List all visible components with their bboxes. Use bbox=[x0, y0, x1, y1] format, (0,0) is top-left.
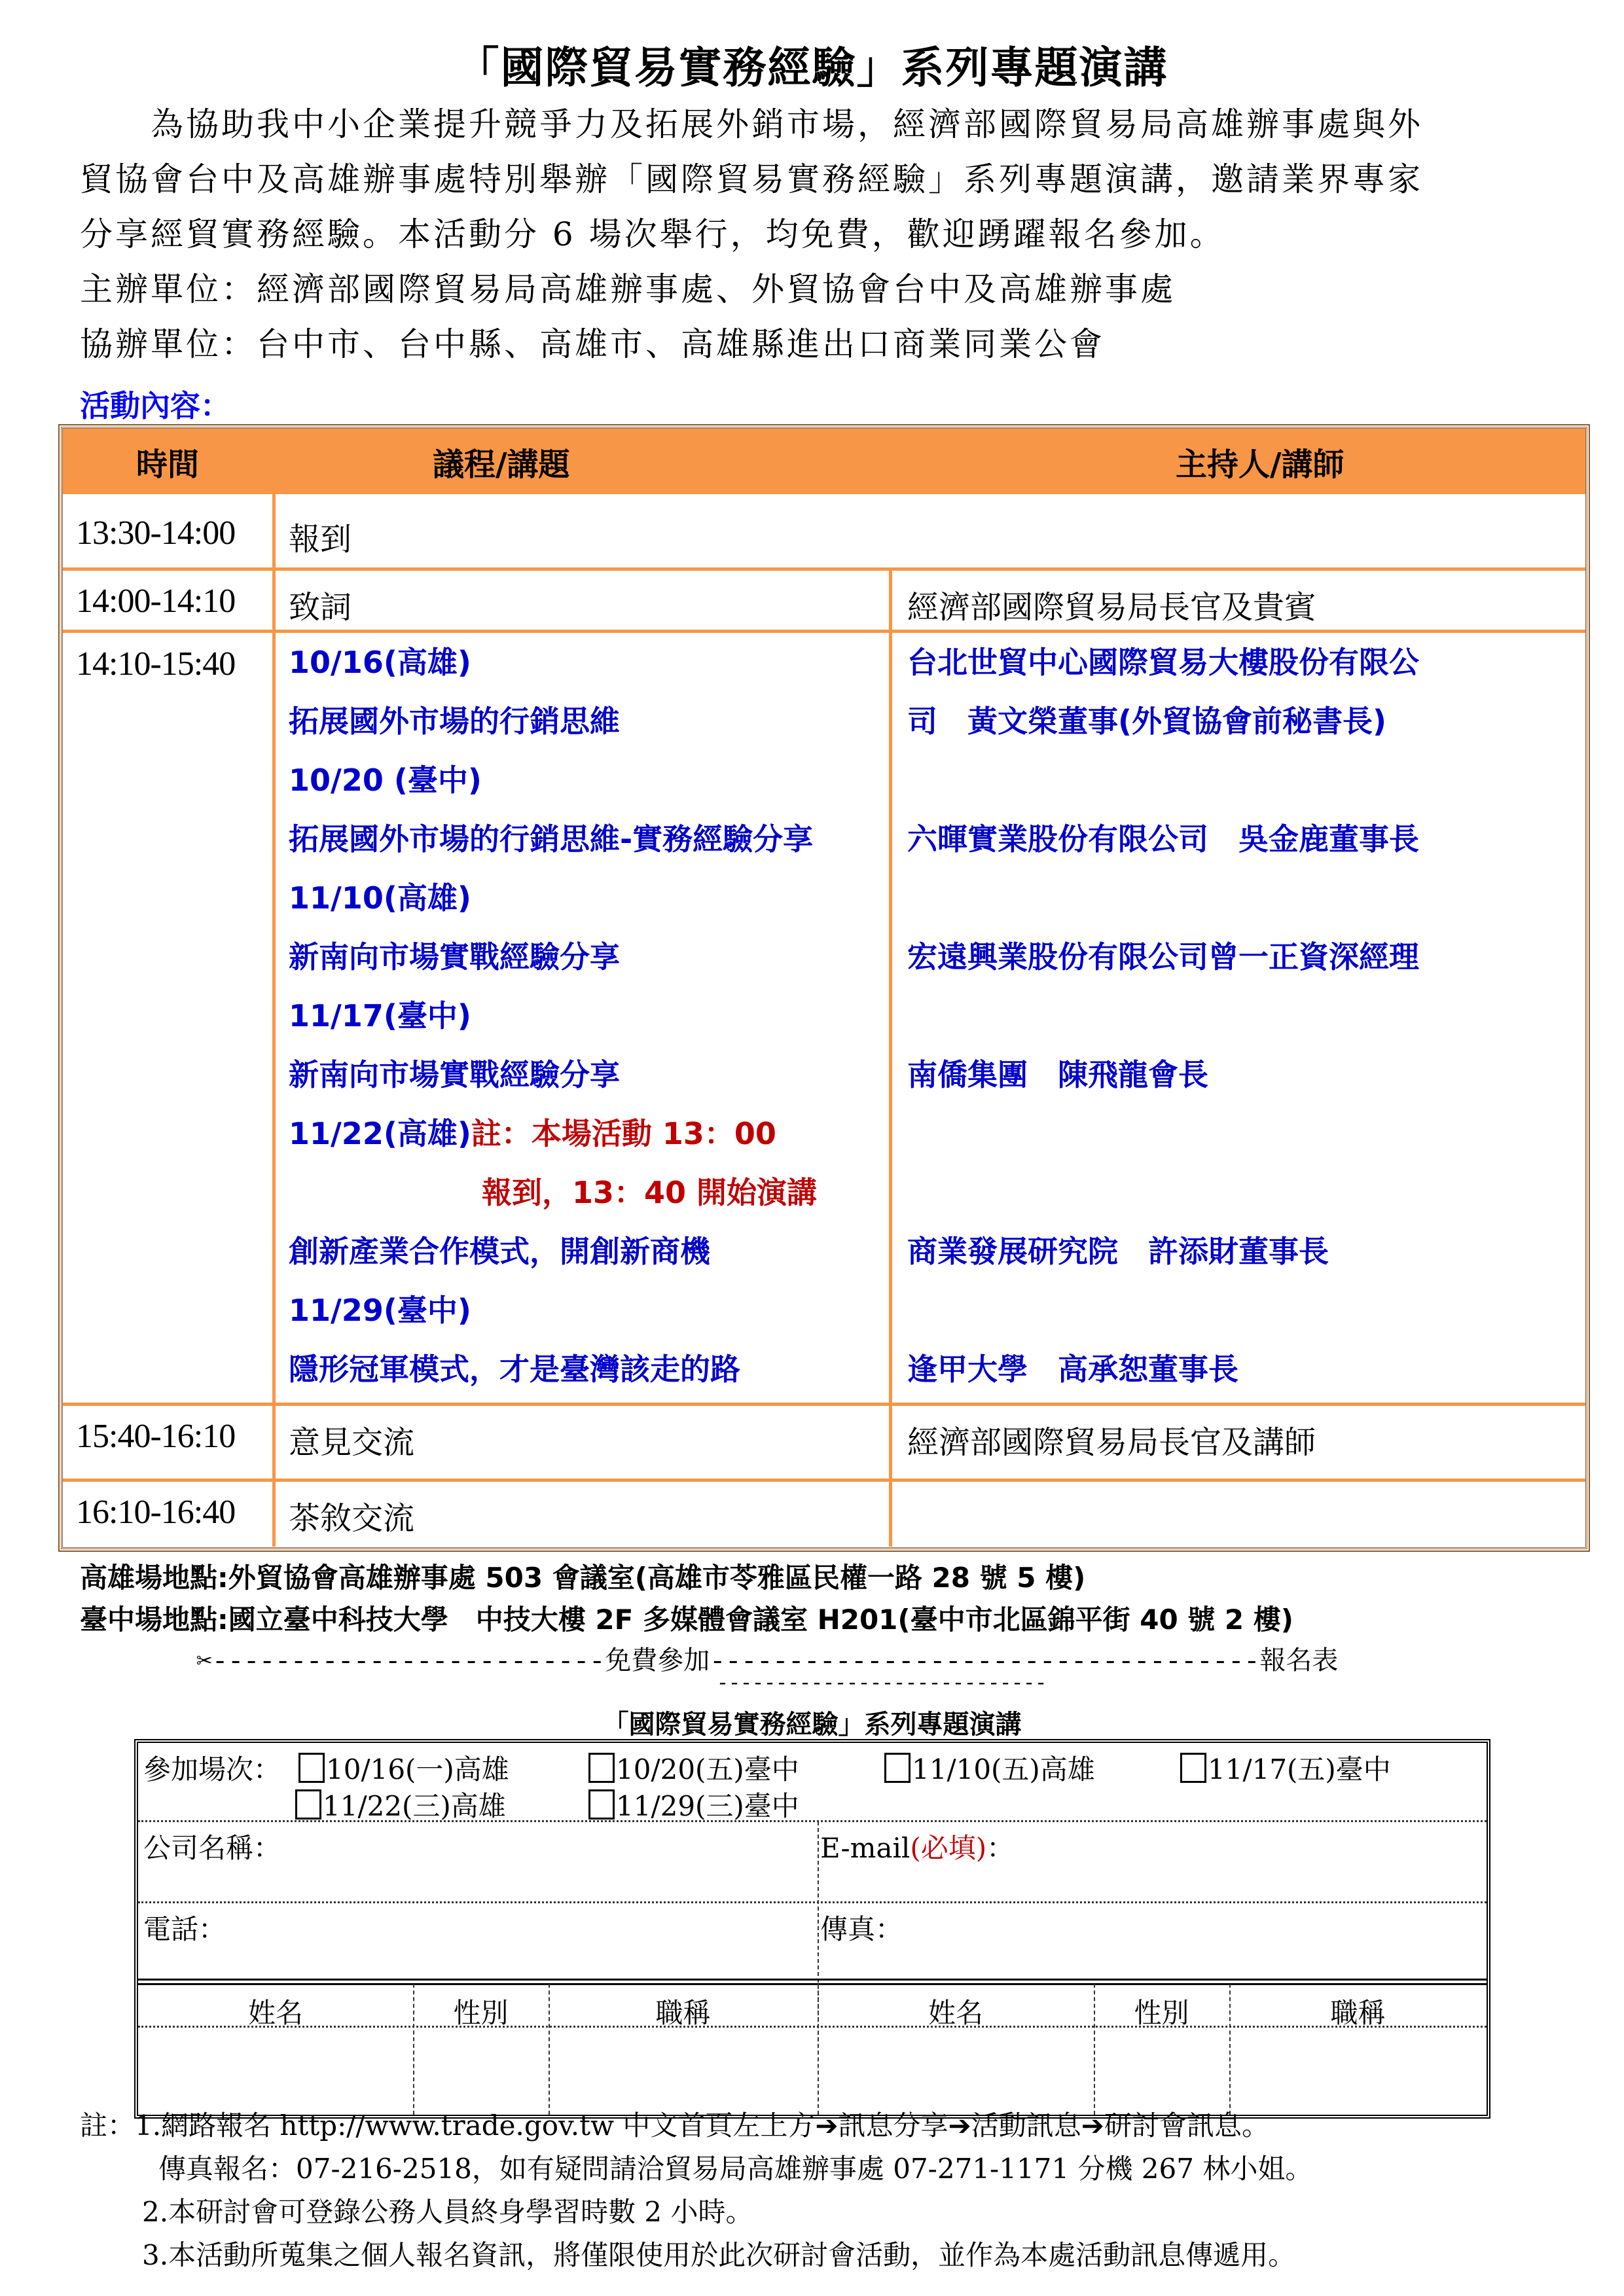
session-topic: 拓展國外市場的行銷思維-實務經驗分享 bbox=[289, 821, 814, 857]
session-date: 10/20 (臺中) bbox=[289, 762, 482, 798]
session-note: 報到，13：40 開始演講 bbox=[482, 1175, 818, 1210]
session-option[interactable] bbox=[298, 1748, 509, 1787]
cut-line-label: 免費參加 bbox=[605, 1645, 710, 1676]
session-topic: 創新產業合作模式，開創新商機 bbox=[289, 1234, 710, 1269]
note-text: 註：1.網路報名 http://www.trade.gov.tw 中文首頁左上方 bbox=[80, 2109, 816, 2142]
sessions-label: 參加場次： bbox=[143, 1753, 281, 1785]
session-option[interactable] bbox=[588, 1785, 799, 1824]
section-label-activity: 活動內容： bbox=[80, 388, 230, 423]
session-topic: 拓展國外市場的行銷思維 bbox=[289, 704, 620, 739]
note-step: 訊息分享 bbox=[838, 2109, 948, 2142]
row-time: 14:00-14:10 bbox=[76, 583, 236, 620]
intro-line-3: 分享經貿實務經驗。本活動分 6 場次舉行，均免費，歡迎踴躍報名參加。 bbox=[80, 215, 1225, 253]
session-date: 10/16(高雄) bbox=[289, 645, 471, 680]
attendee-header-title: 職稱 bbox=[655, 1997, 711, 2029]
row-host: 經濟部國際貿易局長官及貴賓 bbox=[907, 589, 1316, 626]
session-host: 南僑集團 陳飛龍會長 bbox=[907, 1057, 1208, 1092]
row-topic: 茶敘交流 bbox=[289, 1500, 415, 1537]
divider bbox=[1229, 1984, 1231, 2115]
col-divider-host bbox=[889, 567, 892, 1547]
session-date: 11/29(臺中) bbox=[289, 1293, 471, 1328]
attendee-name-field[interactable] bbox=[820, 2031, 1091, 2109]
session-host: 逢甲大學 高承恕董事長 bbox=[907, 1352, 1238, 1387]
session-host: 商業發展研究院 許添財董事長 bbox=[907, 1234, 1329, 1269]
note-line-3: 2.本研討會可登錄公務人員終身學習時數 2 小時。 bbox=[142, 2196, 753, 2228]
note-line-1 bbox=[80, 2104, 1312, 2147]
venue-taichung: 臺中場地點:國立臺中科技大學 中技大樓 2F 多媒體會議室 H201(臺中市北區錦平街 40 號 2 樓) bbox=[80, 1604, 1293, 1636]
session-host: 宏遠興業股份有限公司曾一正資深經理 bbox=[907, 939, 1419, 975]
scissors-icon: ✂ bbox=[196, 1648, 213, 1677]
attendee-title-field[interactable] bbox=[551, 2031, 815, 2109]
colon: ： bbox=[986, 1832, 1015, 1864]
row-divider bbox=[63, 1479, 1585, 1482]
row-topic: 致詞 bbox=[289, 589, 352, 626]
checkbox[interactable] bbox=[884, 1753, 911, 1783]
attendee-name-field[interactable] bbox=[141, 2031, 410, 2109]
agenda-table bbox=[61, 427, 1587, 1549]
row-divider bbox=[63, 1403, 1585, 1406]
row-divider bbox=[63, 567, 1585, 571]
cut-line-second: ---------------------------- bbox=[717, 1673, 1047, 1695]
organizer: 主辦單位：經濟部國際貿易局高雄辦事處、外貿協會台中及高雄辦事處 bbox=[80, 270, 1176, 308]
session-option[interactable] bbox=[295, 1785, 506, 1824]
fax-field[interactable] bbox=[911, 1939, 1473, 1972]
session-option-label: 11/22(三)高雄 bbox=[323, 1790, 506, 1822]
cut-line bbox=[196, 1640, 1338, 1677]
row-time: 13:30-14:00 bbox=[76, 514, 236, 552]
session-option[interactable] bbox=[884, 1748, 1095, 1787]
divider bbox=[138, 1979, 1487, 1985]
session-host: 六暉實業股份有限公司 吳金鹿董事長 bbox=[907, 821, 1419, 857]
note-step: 活動訊息 bbox=[971, 2109, 1081, 2142]
registration-form bbox=[134, 1739, 1490, 2119]
session-option-label: 10/16(一)高雄 bbox=[326, 1753, 509, 1785]
company-field[interactable] bbox=[315, 1861, 799, 1893]
session-date: 11/17(臺中) bbox=[289, 998, 471, 1033]
divider bbox=[818, 1984, 819, 2115]
checkbox[interactable] bbox=[298, 1753, 325, 1783]
email-label bbox=[820, 1827, 1014, 1866]
session-topic: 隱形冠軍模式，才是臺灣該走的路 bbox=[289, 1352, 740, 1387]
co-organizer: 協辦單位：台中市、台中縣、高雄市、高雄縣進出口商業同業公會 bbox=[80, 325, 1105, 363]
attendee-gender-field[interactable] bbox=[416, 2031, 546, 2109]
session-option-label: 11/17(五)臺中 bbox=[1208, 1753, 1391, 1785]
col-divider-time bbox=[272, 429, 276, 1547]
cut-line-end-label: 報名表 bbox=[1259, 1645, 1339, 1676]
divider bbox=[138, 1820, 1487, 1822]
session-option[interactable] bbox=[588, 1748, 799, 1787]
session-date-with-note bbox=[289, 1104, 817, 1163]
checkbox[interactable] bbox=[1180, 1753, 1206, 1783]
session-topics bbox=[289, 633, 817, 1399]
row-time: 15:40-16:10 bbox=[76, 1418, 236, 1455]
session-host: 台北世貿中心國際貿易大樓股份有限公 bbox=[907, 645, 1419, 680]
email-field[interactable] bbox=[1009, 1861, 1473, 1893]
note-line-2: 傳真報名：07-216-2518，如有疑問請洽貿易局高雄辦事處 07-271-1171 分機 267 林小姐。 bbox=[158, 2153, 1313, 2185]
email-label-text: E-mail bbox=[820, 1832, 911, 1864]
row-time: 14:10-15:40 bbox=[76, 645, 236, 683]
attendee-header-title: 職稱 bbox=[1330, 1997, 1386, 2029]
header-time: 時間 bbox=[63, 429, 272, 494]
attendee-header-gender: 性別 bbox=[1134, 1997, 1189, 2029]
intro-line-2: 貿協會台中及高雄辦事處特別舉辦「國際貿易實務經驗」系列專題演講，邀請業界專家 bbox=[80, 160, 1423, 198]
divider bbox=[138, 2026, 1487, 2028]
dashes: ----------------------------------- bbox=[710, 1648, 1260, 1677]
attendee-gender-field[interactable] bbox=[1096, 2031, 1227, 2109]
phone-field[interactable] bbox=[236, 1939, 799, 1972]
dashes: ------------------------- bbox=[212, 1648, 605, 1677]
form-title: 「國際貿易實務經驗」系列專題演講 bbox=[602, 1710, 1022, 1740]
checkbox[interactable] bbox=[295, 1789, 321, 1820]
row-time: 16:10-16:40 bbox=[76, 1494, 236, 1531]
session-option[interactable] bbox=[1180, 1748, 1391, 1787]
checkbox[interactable] bbox=[588, 1753, 615, 1783]
divider bbox=[1094, 1984, 1095, 2115]
row-host: 經濟部國際貿易局長官及講師 bbox=[907, 1424, 1316, 1461]
session-note: 註：本場活動 13：00 bbox=[471, 1116, 776, 1151]
arrow-right-icon: ➔ bbox=[1081, 2109, 1104, 2142]
checkbox[interactable] bbox=[588, 1789, 615, 1820]
company-label: 公司名稱： bbox=[143, 1832, 281, 1864]
divider bbox=[549, 1984, 550, 2115]
session-option-label: 11/29(三)臺中 bbox=[616, 1790, 799, 1822]
attendee-header-name: 姓名 bbox=[928, 1997, 983, 2029]
note-step: 研討會訊息。 bbox=[1104, 2109, 1269, 2142]
session-topic: 新南向市場實戰經驗分享 bbox=[289, 939, 620, 975]
session-date: 11/22(高雄) bbox=[289, 1116, 471, 1151]
row-topic: 意見交流 bbox=[289, 1424, 415, 1461]
header-topic: 議程/講題 bbox=[276, 429, 894, 494]
session-hosts bbox=[907, 633, 1419, 1399]
arrow-right-icon: ➔ bbox=[948, 2109, 971, 2142]
arrow-right-icon: ➔ bbox=[815, 2109, 839, 2142]
session-date: 11/10(高雄) bbox=[289, 880, 471, 916]
phone-label: 電話： bbox=[143, 1913, 226, 1945]
attendee-title-field[interactable] bbox=[1232, 2031, 1484, 2109]
divider bbox=[138, 1901, 1487, 1903]
session-option-label: 11/10(五)高雄 bbox=[912, 1753, 1095, 1785]
header-host: 主持人/講師 bbox=[894, 429, 1585, 494]
page-title: 「國際貿易實務經驗」系列專題演講 bbox=[456, 43, 1168, 93]
row-topic: 報到 bbox=[289, 521, 352, 558]
venue-kaohsiung: 高雄場地點:外貿協會高雄辦事處 503 會議室(高雄市苓雅區民權一路 28 號 5 樓) bbox=[80, 1562, 1086, 1594]
divider bbox=[413, 1984, 414, 2115]
fax-label: 傳真： bbox=[820, 1913, 903, 1945]
required-marker: (必填) bbox=[910, 1832, 987, 1864]
notes bbox=[80, 2104, 1312, 2277]
note-line-4: 3.本活動所蒐集之個人報名資訊，將僅限使用於此次研討會活動，並作為本處活動訊息傳遞用。 bbox=[142, 2239, 1296, 2271]
session-host: 司 黃文榮董事(外貿協會前秘書長) bbox=[907, 704, 1387, 739]
attendee-header-gender: 性別 bbox=[453, 1997, 509, 2029]
session-option-label: 10/20(五)臺中 bbox=[616, 1753, 799, 1785]
intro-line-1: 為協助我中小企業提升競爭力及拓展外銷市場，經濟部國際貿易局高雄辦事處與外 bbox=[80, 105, 1423, 143]
session-topic: 新南向市場實戰經驗分享 bbox=[289, 1057, 620, 1092]
attendee-header-name: 姓名 bbox=[247, 1997, 303, 2029]
